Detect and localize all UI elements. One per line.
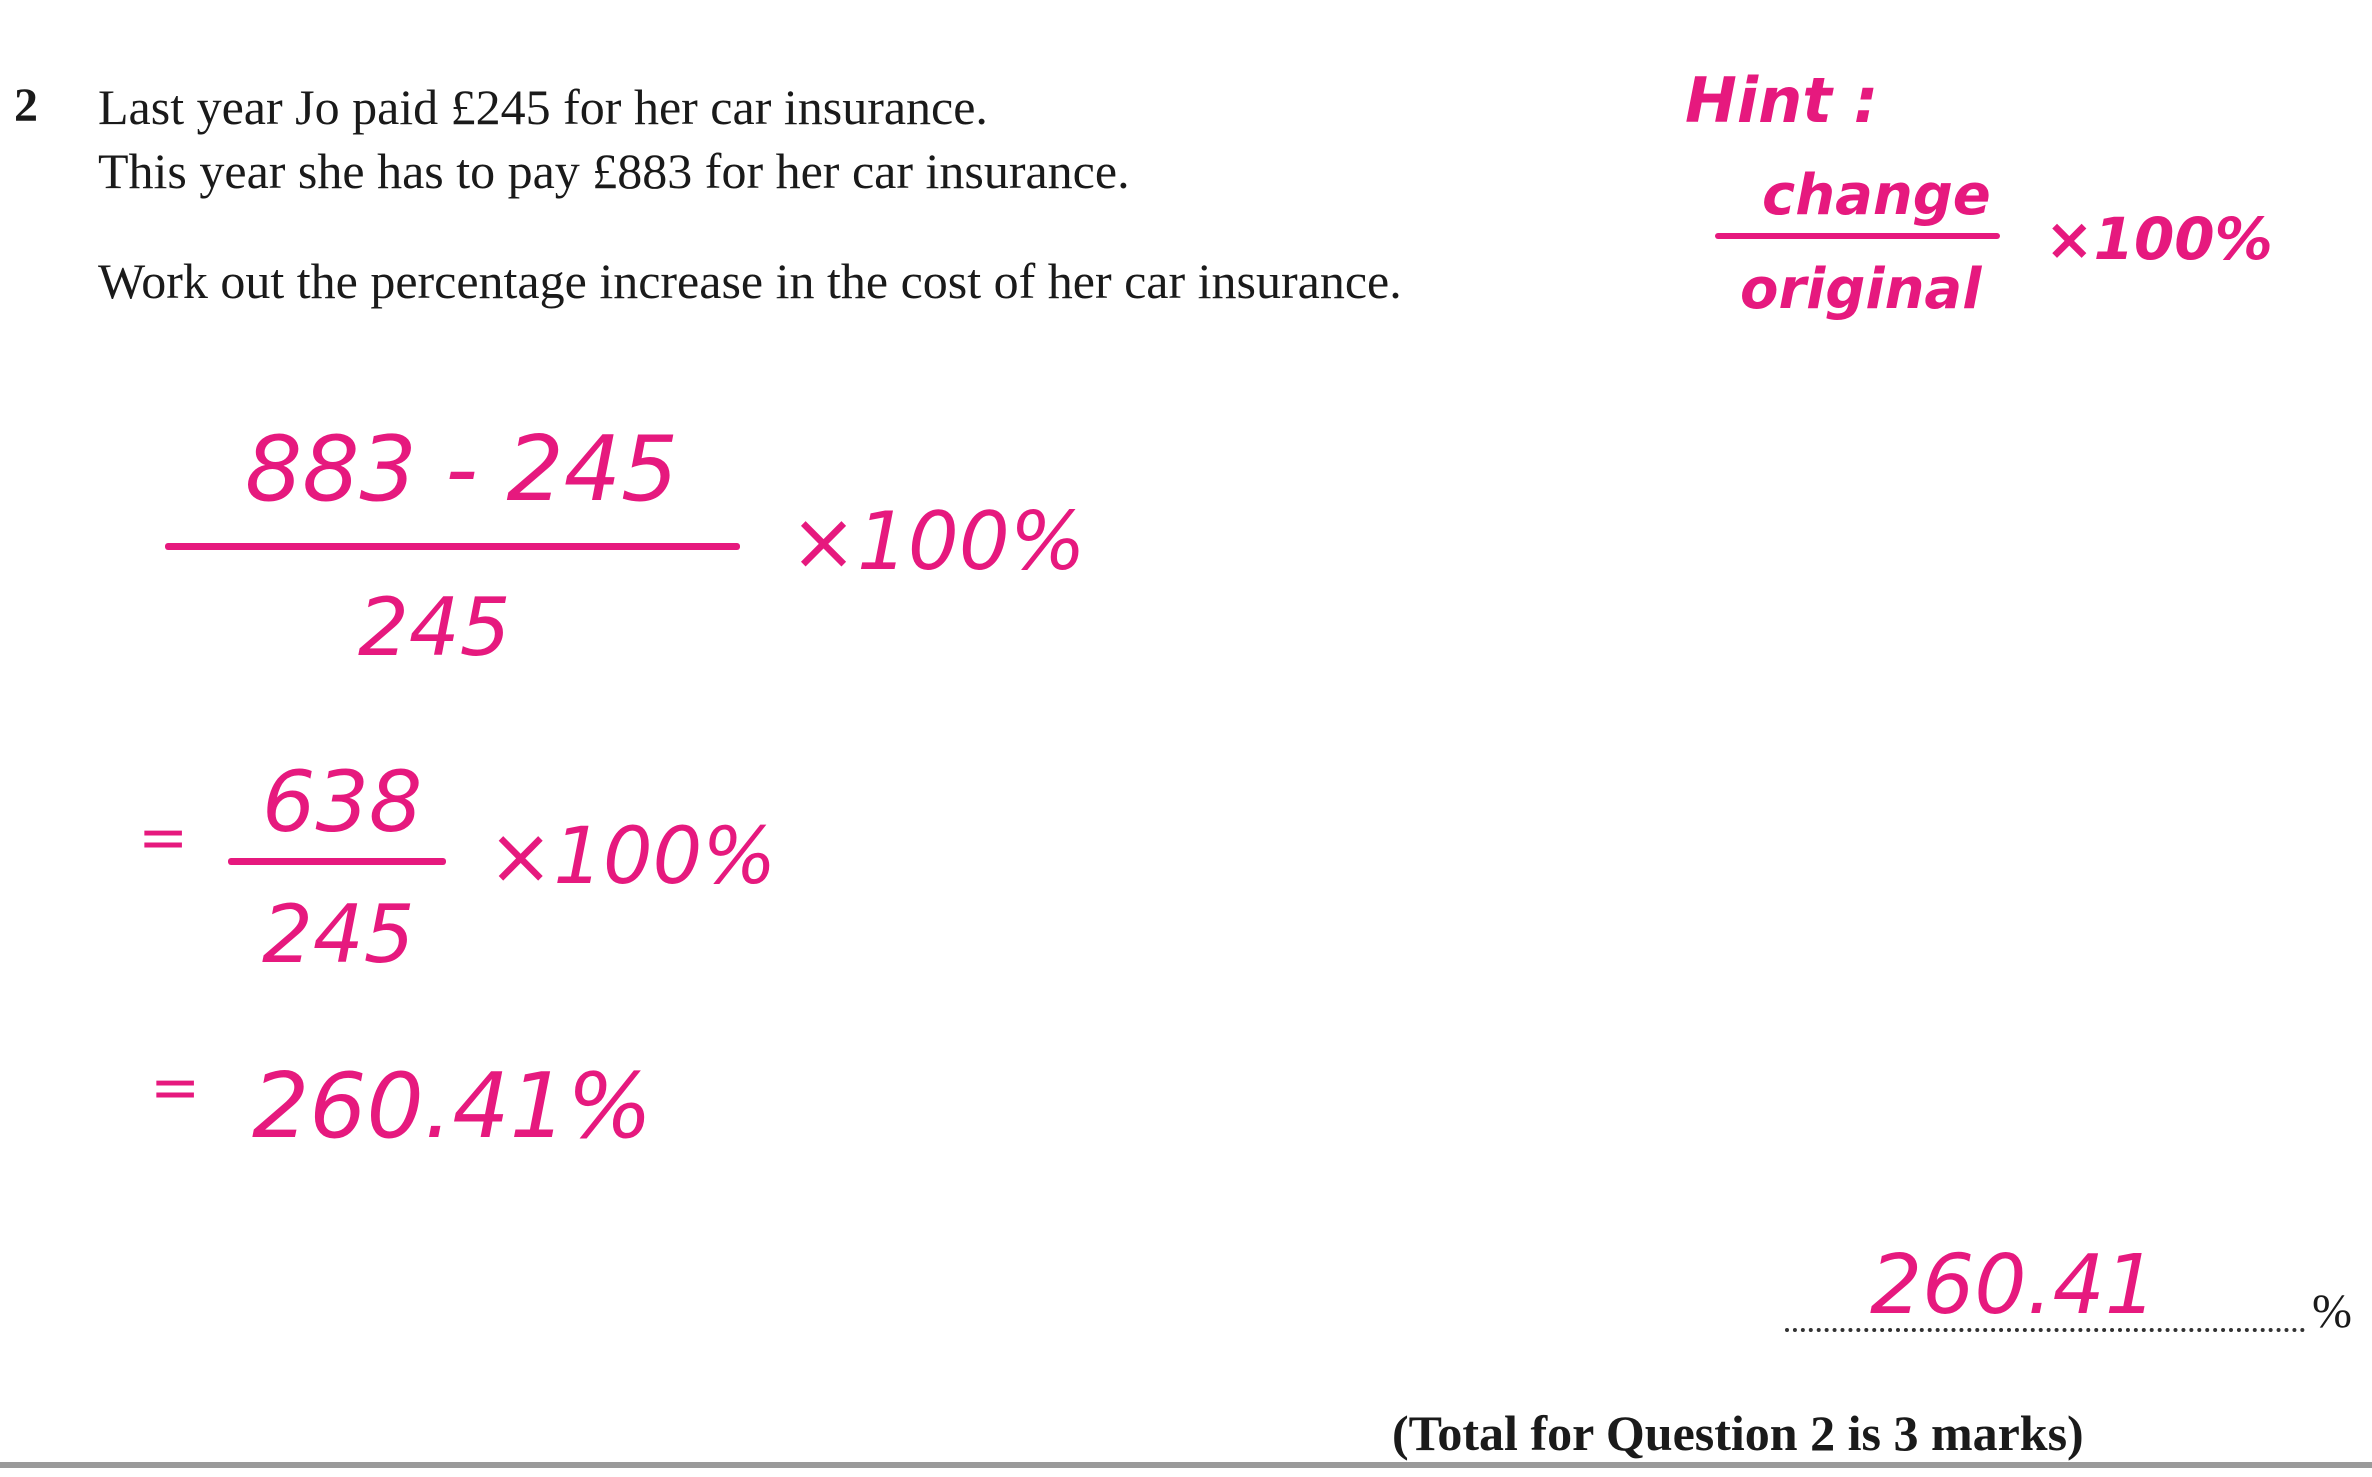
question-text-line-3: Work out the percentage increase in the cost of her car insurance.: [98, 253, 1402, 309]
step1-numerator: 883 - 245: [245, 417, 679, 522]
question-total-marks: (Total for Question 2 is 3 marks): [1392, 1405, 2084, 1461]
hint-multiplier: ×100%: [2045, 205, 2273, 273]
step2-multiplier: ×100%: [488, 812, 777, 902]
step2-fraction-bar: [228, 858, 446, 865]
hint-fraction-bar: [1715, 233, 2000, 239]
question-text-line-1: Last year Jo paid £245 for her car insurance.: [98, 79, 988, 135]
step3-equals: =: [150, 1053, 201, 1123]
answer-unit: %: [2312, 1285, 2352, 1338]
answer-value: 260.41: [1870, 1238, 2157, 1333]
step2-denominator: 245: [262, 888, 415, 981]
hint-denominator: original: [1740, 257, 1982, 322]
step3-result: 260.41%: [252, 1054, 653, 1159]
step1-multiplier: ×100%: [790, 495, 1086, 588]
answer-dotted-line: [1785, 1328, 2305, 1332]
bottom-divider: [0, 1462, 2372, 1468]
question-text-line-2: This year she has to pay £883 for her car insurance.: [98, 143, 1130, 199]
step1-denominator: 245: [358, 581, 511, 674]
hint-label: Hint :: [1685, 64, 1879, 137]
step2-equals: =: [138, 803, 189, 873]
question-number: 2: [14, 79, 38, 132]
hint-numerator: change: [1762, 163, 1991, 228]
step2-numerator: 638: [262, 753, 423, 851]
step1-fraction-bar: [165, 543, 740, 550]
